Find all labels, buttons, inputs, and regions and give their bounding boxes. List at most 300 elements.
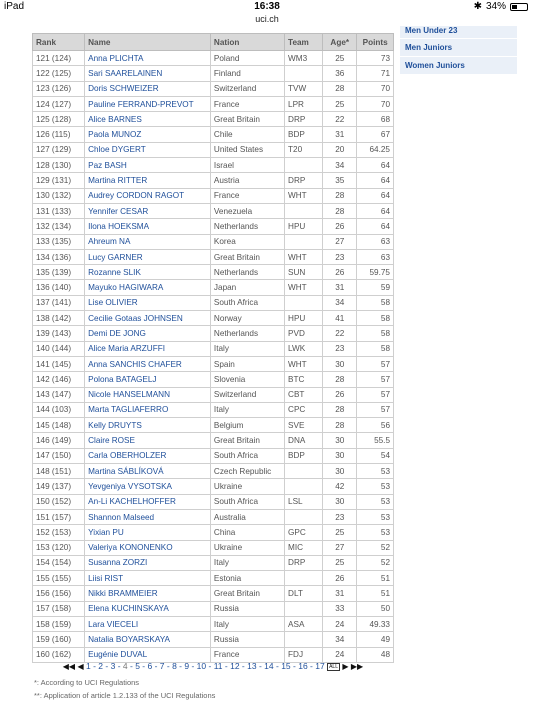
team-cell <box>285 571 323 586</box>
team-cell: WM3 <box>285 51 323 66</box>
rider-name-link[interactable]: Lara VIECELI <box>85 616 211 631</box>
nation-cell: Spain <box>210 356 284 371</box>
rider-name-link[interactable]: Carla OBERHOLZER <box>85 448 211 463</box>
team-cell: DNA <box>285 433 323 448</box>
points-cell: 64 <box>357 158 394 173</box>
last-page-icon[interactable]: ▶▶ <box>350 662 364 671</box>
points-cell: 63 <box>357 249 394 264</box>
table-row <box>33 265 394 280</box>
rank-cell: 157 (158) <box>33 601 85 616</box>
team-cell: TVW <box>285 81 323 96</box>
first-page-icon[interactable]: ◀◀ <box>62 662 76 671</box>
team-cell: SUN <box>285 265 323 280</box>
team-cell <box>285 234 323 249</box>
rank-cell: 145 (148) <box>33 418 85 433</box>
team-cell: BDP <box>285 448 323 463</box>
team-cell: CPC <box>285 402 323 417</box>
points-cell: 57 <box>357 402 394 417</box>
age-cell: 34 <box>323 295 357 310</box>
page-link-15[interactable]: 15 <box>281 661 291 671</box>
page-link-3[interactable]: 3 <box>110 661 116 671</box>
table-row <box>33 112 394 127</box>
team-cell <box>285 203 323 218</box>
nation-cell: South Africa <box>210 448 284 463</box>
team-cell <box>285 479 323 494</box>
status-bar <box>0 0 534 13</box>
age-cell: 34 <box>323 632 357 647</box>
points-cell: 64 <box>357 173 394 188</box>
rider-name-link[interactable]: Nikki BRAMMEIER <box>85 586 211 601</box>
points-cell: 64 <box>357 219 394 234</box>
show-all-button[interactable]: ALL <box>329 663 338 670</box>
team-cell: MIC <box>285 540 323 555</box>
rider-name-link[interactable]: Cecilie Gotaas JOHNSEN <box>85 311 211 326</box>
age-cell: 26 <box>323 387 357 402</box>
rank-cell: 134 (136) <box>33 249 85 264</box>
age-cell: 31 <box>323 280 357 295</box>
team-cell: LSL <box>285 494 323 509</box>
points-cell: 57 <box>357 387 394 402</box>
rider-name-link[interactable]: Ilona HOEKSMA <box>85 219 211 234</box>
rank-cell: 127 (129) <box>33 142 85 157</box>
page-link-13[interactable]: 13 <box>247 661 257 671</box>
rider-name-link[interactable]: Doris SCHWEIZER <box>85 81 211 96</box>
page-link-11[interactable]: 11 <box>213 661 223 671</box>
nation-cell: Austria <box>210 173 284 188</box>
team-cell <box>285 464 323 479</box>
table-row <box>33 555 394 570</box>
nation-cell: France <box>210 96 284 111</box>
nation-cell: Norway <box>210 311 284 326</box>
rank-cell: 152 (153) <box>33 525 85 540</box>
team-cell: WHT <box>285 249 323 264</box>
table-row <box>33 203 394 218</box>
team-cell: DRP <box>285 112 323 127</box>
nation-cell: Russia <box>210 632 284 647</box>
nation-cell: France <box>210 647 284 662</box>
page-link-5[interactable]: 5 <box>135 661 140 671</box>
points-cell: 51 <box>357 586 394 601</box>
rider-name-link[interactable]: Martina SÁBLÍKOVÁ <box>85 464 211 479</box>
rank-cell: 128 (130) <box>33 158 85 173</box>
battery-icon <box>510 3 528 11</box>
nation-cell: South Africa <box>210 295 284 310</box>
age-cell: 30 <box>323 464 357 479</box>
rider-name-link[interactable]: An-Li KACHELHOFFER <box>85 494 211 509</box>
table-row <box>33 81 394 96</box>
age-cell: 30 <box>323 433 357 448</box>
table-row <box>33 127 394 142</box>
table-row <box>33 494 394 509</box>
page-link-4[interactable]: 4 <box>122 661 128 671</box>
rank-cell: 139 (143) <box>33 326 85 341</box>
team-cell <box>285 509 323 524</box>
points-cell: 52 <box>357 555 394 570</box>
team-cell: PVD <box>285 326 323 341</box>
team-cell: T20 <box>285 142 323 157</box>
age-cell: 26 <box>323 219 357 234</box>
table-row <box>33 525 394 540</box>
rider-name-link[interactable]: Marta TAGLIAFERRO <box>85 402 211 417</box>
rider-name-link[interactable]: Mayuko HAGIWARA <box>85 280 211 295</box>
points-cell: 59.75 <box>357 265 394 280</box>
age-cell: 25 <box>323 51 357 66</box>
age-cell: 36 <box>323 66 357 81</box>
rider-name-link[interactable]: Demi DE JONG <box>85 326 211 341</box>
col-points: Points <box>357 34 394 51</box>
age-cell: 28 <box>323 372 357 387</box>
page-link-1[interactable]: 1 <box>86 661 91 671</box>
points-cell: 73 <box>357 51 394 66</box>
table-row <box>33 219 394 234</box>
age-cell: 28 <box>323 81 357 96</box>
points-cell: 59 <box>357 280 394 295</box>
team-cell <box>285 601 323 616</box>
nation-cell: Israel <box>210 158 284 173</box>
table-row <box>33 372 394 387</box>
footnote-regulation: **: Application of article 1.2.133 of the UCI Regulations <box>34 691 216 700</box>
nation-cell: Great Britain <box>210 433 284 448</box>
rank-cell: 155 (155) <box>33 571 85 586</box>
page-link-10[interactable]: 10 <box>196 661 207 671</box>
age-cell: 33 <box>323 601 357 616</box>
rider-name-link[interactable]: Yennifer CESAR <box>85 203 211 218</box>
table-row <box>33 142 394 157</box>
points-cell: 52 <box>357 540 394 555</box>
rank-cell: 146 (149) <box>33 433 85 448</box>
rider-name-link[interactable]: Martina RITTER <box>85 173 211 188</box>
team-cell: LWK <box>285 341 323 356</box>
nation-cell: Belgium <box>210 418 284 433</box>
table-row <box>33 311 394 326</box>
rank-cell: 129 (131) <box>33 173 85 188</box>
points-cell: 48 <box>357 647 394 662</box>
rank-cell: 138 (142) <box>33 311 85 326</box>
points-cell: 53 <box>357 494 394 509</box>
rider-name-link[interactable]: Valeriya KONONENKO <box>85 540 211 555</box>
page-link-14[interactable]: 14 <box>264 661 274 671</box>
table-row <box>33 448 394 463</box>
age-cell: 30 <box>323 494 357 509</box>
next-page-icon[interactable]: ▶ <box>342 662 349 671</box>
points-cell: 49 <box>357 632 394 647</box>
points-cell: 58 <box>357 326 394 341</box>
points-cell: 58 <box>357 311 394 326</box>
sidebar <box>400 26 517 75</box>
rank-cell: 149 (137) <box>33 479 85 494</box>
rider-name-link[interactable]: Yevgeniya VYSOTSKA <box>85 479 211 494</box>
age-cell: 23 <box>323 249 357 264</box>
rider-name-link[interactable]: Chloe DYGERT <box>85 142 211 157</box>
table-row <box>33 632 394 647</box>
age-cell: 22 <box>323 326 357 341</box>
rider-name-link[interactable]: Susanna ZORZI <box>85 555 211 570</box>
age-cell: 28 <box>323 402 357 417</box>
age-cell: 30 <box>323 448 357 463</box>
table-row <box>33 464 394 479</box>
team-cell <box>285 158 323 173</box>
team-cell: WHT <box>285 280 323 295</box>
table-row <box>33 51 394 66</box>
points-cell: 53 <box>357 464 394 479</box>
points-cell: 53 <box>357 509 394 524</box>
team-cell: LPR <box>285 96 323 111</box>
nation-cell: South Africa <box>210 494 284 509</box>
page-link-6[interactable]: 6 <box>147 661 153 671</box>
points-cell: 67 <box>357 127 394 142</box>
points-cell: 70 <box>357 81 394 96</box>
rider-name-link[interactable]: Kelly DRUYTS <box>85 418 211 433</box>
sidebar-item-men-juniors[interactable]: Men Juniors <box>400 39 517 57</box>
rider-name-link[interactable]: Anna SANCHIS CHAFER <box>85 356 211 371</box>
age-cell: 24 <box>323 616 357 631</box>
col-nation: Nation <box>210 34 284 51</box>
team-cell: WHT <box>285 188 323 203</box>
team-cell: WHT <box>285 356 323 371</box>
nation-cell: Netherlands <box>210 326 284 341</box>
sidebar-item-men-under-23[interactable]: Men Under 23 <box>400 26 517 39</box>
points-cell: 51 <box>357 571 394 586</box>
table-row <box>33 326 394 341</box>
table-row <box>33 616 394 631</box>
points-cell: 64.25 <box>357 142 394 157</box>
col-team: Team <box>285 34 323 51</box>
rider-name-link[interactable]: Ahreum NA <box>85 234 211 249</box>
rider-name-link[interactable]: Polona BATAGELJ <box>85 372 211 387</box>
rider-name-link[interactable]: Yixian PU <box>85 525 211 540</box>
rider-name-link[interactable]: Lucy GARNER <box>85 249 211 264</box>
points-cell: 53 <box>357 479 394 494</box>
rider-name-link[interactable]: Rozanne SLIK <box>85 265 211 280</box>
points-cell: 64 <box>357 203 394 218</box>
rider-name-link[interactable]: Paz BASH <box>85 158 211 173</box>
rank-cell: 131 (133) <box>33 203 85 218</box>
page-link-7[interactable]: 7 <box>159 661 165 671</box>
nation-cell: Italy <box>210 402 284 417</box>
pagination: ◀◀ ◀ 1 - 2 - 3 - 4 - 5 - 6 - 7 - 8 - 9 - 10 - 11 - 12 - 13 - 14 - 15 - 16 - 17 ALL ▶ ▶▶ <box>62 661 364 671</box>
sidebar-item-women-juniors[interactable]: Women Juniors <box>400 57 517 75</box>
nation-cell: Poland <box>210 51 284 66</box>
table-row <box>33 249 394 264</box>
nation-cell: Italy <box>210 341 284 356</box>
age-cell: 31 <box>323 586 357 601</box>
team-cell: SVE <box>285 418 323 433</box>
rank-cell: 132 (134) <box>33 219 85 234</box>
points-cell: 56 <box>357 418 394 433</box>
table-row <box>33 387 394 402</box>
nation-cell: Italy <box>210 555 284 570</box>
rank-cell: 144 (103) <box>33 402 85 417</box>
points-cell: 53 <box>357 525 394 540</box>
age-cell: 28 <box>323 203 357 218</box>
rank-cell: 126 (115) <box>33 127 85 142</box>
battery-percent: 34% <box>485 1 506 12</box>
nation-cell: Russia <box>210 601 284 616</box>
points-cell: 49.33 <box>357 616 394 631</box>
nation-cell: Czech Republic <box>210 464 284 479</box>
age-cell: 23 <box>323 341 357 356</box>
points-cell: 71 <box>357 66 394 81</box>
rider-name-link[interactable]: Nicole HANSELMANN <box>85 387 211 402</box>
nation-cell: Ukraine <box>210 540 284 555</box>
age-cell: 42 <box>323 479 357 494</box>
rider-name-link[interactable]: Anna PLICHTA <box>85 51 211 66</box>
team-cell: ASA <box>285 616 323 631</box>
nation-cell: China <box>210 525 284 540</box>
address-bar[interactable]: uci.ch <box>255 14 279 24</box>
table-row <box>33 540 394 555</box>
rank-cell: 159 (160) <box>33 632 85 647</box>
table-row <box>33 433 394 448</box>
team-cell: DRP <box>285 555 323 570</box>
points-cell: 55.5 <box>357 433 394 448</box>
nation-cell: Ukraine <box>210 479 284 494</box>
age-cell: 35 <box>323 173 357 188</box>
points-cell: 58 <box>357 295 394 310</box>
rank-cell: 147 (150) <box>33 448 85 463</box>
age-cell: 34 <box>323 158 357 173</box>
rank-cell: 125 (128) <box>33 112 85 127</box>
page-link-8[interactable]: 8 <box>172 661 177 671</box>
rider-name-link[interactable]: Lise OLIVIER <box>85 295 211 310</box>
rank-cell: 136 (140) <box>33 280 85 295</box>
rank-cell: 150 (152) <box>33 494 85 509</box>
rider-name-link[interactable]: Alice BARNES <box>85 112 211 127</box>
rider-name-link[interactable]: Sari SAARELAINEN <box>85 66 211 81</box>
rank-cell: 133 (135) <box>33 234 85 249</box>
points-cell: 58 <box>357 341 394 356</box>
rank-cell: 153 (120) <box>33 540 85 555</box>
nation-cell: Great Britain <box>210 249 284 264</box>
page-link-16[interactable]: 16 <box>298 661 308 671</box>
points-cell: 68 <box>357 112 394 127</box>
table-row <box>33 571 394 586</box>
table-row <box>33 96 394 111</box>
rank-cell: 122 (125) <box>33 66 85 81</box>
rank-cell: 143 (147) <box>33 387 85 402</box>
clock: 16:38 <box>254 1 280 12</box>
age-cell: 25 <box>323 555 357 570</box>
team-cell: HPU <box>285 311 323 326</box>
col-age: Age* <box>323 34 357 51</box>
team-cell: DLT <box>285 586 323 601</box>
team-cell <box>285 66 323 81</box>
col-name: Name <box>85 34 211 51</box>
points-cell: 64 <box>357 188 394 203</box>
rank-cell: 135 (139) <box>33 265 85 280</box>
age-cell: 41 <box>323 311 357 326</box>
rider-name-link[interactable]: Pauline FERRAND-PREVOT <box>85 96 211 111</box>
rider-name-link[interactable]: Audrey CORDON RAGOT <box>85 188 211 203</box>
table-row <box>33 158 394 173</box>
age-cell: 26 <box>323 265 357 280</box>
rank-cell: 124 (127) <box>33 96 85 111</box>
table-row <box>33 295 394 310</box>
table-row <box>33 280 394 295</box>
bluetooth-icon: ✱ <box>473 1 482 12</box>
nation-cell: Great Britain <box>210 112 284 127</box>
age-cell: 28 <box>323 418 357 433</box>
team-cell: BTC <box>285 372 323 387</box>
rank-cell: 154 (154) <box>33 555 85 570</box>
nation-cell: United States <box>210 142 284 157</box>
table-row <box>33 356 394 371</box>
nation-cell: Great Britain <box>210 586 284 601</box>
nation-cell: Netherlands <box>210 219 284 234</box>
table-header-row <box>33 34 394 51</box>
nation-cell: Switzerland <box>210 81 284 96</box>
rider-name-link[interactable]: Natalia BOYARSKAYA <box>85 632 211 647</box>
points-cell: 70 <box>357 96 394 111</box>
nation-cell: Japan <box>210 280 284 295</box>
team-cell: BDP <box>285 127 323 142</box>
team-cell <box>285 295 323 310</box>
rider-name-link[interactable]: Paola MUNOZ <box>85 127 211 142</box>
table-row <box>33 586 394 601</box>
rank-cell: 121 (124) <box>33 51 85 66</box>
rider-name-link[interactable]: Shannon Malseed <box>85 509 211 524</box>
table-row <box>33 479 394 494</box>
team-cell <box>285 632 323 647</box>
rank-cell: 142 (146) <box>33 372 85 387</box>
nation-cell: Korea <box>210 234 284 249</box>
age-cell: 25 <box>323 96 357 111</box>
page-link-17[interactable]: 17 <box>315 661 325 671</box>
rider-name-link[interactable]: Liisi RIST <box>85 571 211 586</box>
nation-cell: Venezuela <box>210 203 284 218</box>
prev-page-icon[interactable]: ◀ <box>77 662 84 671</box>
rider-name-link[interactable]: Eugénie DUVAL <box>85 647 211 662</box>
age-cell: 30 <box>323 356 357 371</box>
table-row <box>33 601 394 616</box>
nation-cell: Italy <box>210 616 284 631</box>
device-label: iPad <box>4 1 25 12</box>
team-cell: FDJ <box>285 647 323 662</box>
age-cell: 25 <box>323 525 357 540</box>
nation-cell: Finland <box>210 66 284 81</box>
nation-cell: France <box>210 188 284 203</box>
ranking-table <box>32 33 394 663</box>
rider-name-link[interactable]: Elena KUCHINSKAYA <box>85 601 211 616</box>
rider-name-link[interactable]: Claire ROSE <box>85 433 211 448</box>
points-cell: 57 <box>357 356 394 371</box>
age-cell: 22 <box>323 112 357 127</box>
rank-cell: 148 (151) <box>33 464 85 479</box>
nation-cell: Australia <box>210 509 284 524</box>
rank-cell: 158 (159) <box>33 616 85 631</box>
rank-cell: 151 (157) <box>33 509 85 524</box>
team-cell: DRP <box>285 173 323 188</box>
points-cell: 54 <box>357 448 394 463</box>
status-right <box>474 1 528 12</box>
age-cell: 24 <box>323 647 357 662</box>
team-cell: GPC <box>285 525 323 540</box>
nation-cell: Estonia <box>210 571 284 586</box>
rank-cell: 160 (162) <box>33 647 85 662</box>
page-link-2[interactable]: 2 <box>98 661 104 671</box>
rider-name-link[interactable]: Alice Maria ARZUFFI <box>85 341 211 356</box>
points-cell: 50 <box>357 601 394 616</box>
page-link-12[interactable]: 12 <box>230 661 240 671</box>
page-link-9[interactable]: 9 <box>184 661 190 671</box>
col-rank: Rank <box>33 34 85 51</box>
age-cell: 27 <box>323 540 357 555</box>
age-cell: 26 <box>323 571 357 586</box>
table-row <box>33 173 394 188</box>
table-row <box>33 402 394 417</box>
table-row <box>33 341 394 356</box>
team-cell: HPU <box>285 219 323 234</box>
